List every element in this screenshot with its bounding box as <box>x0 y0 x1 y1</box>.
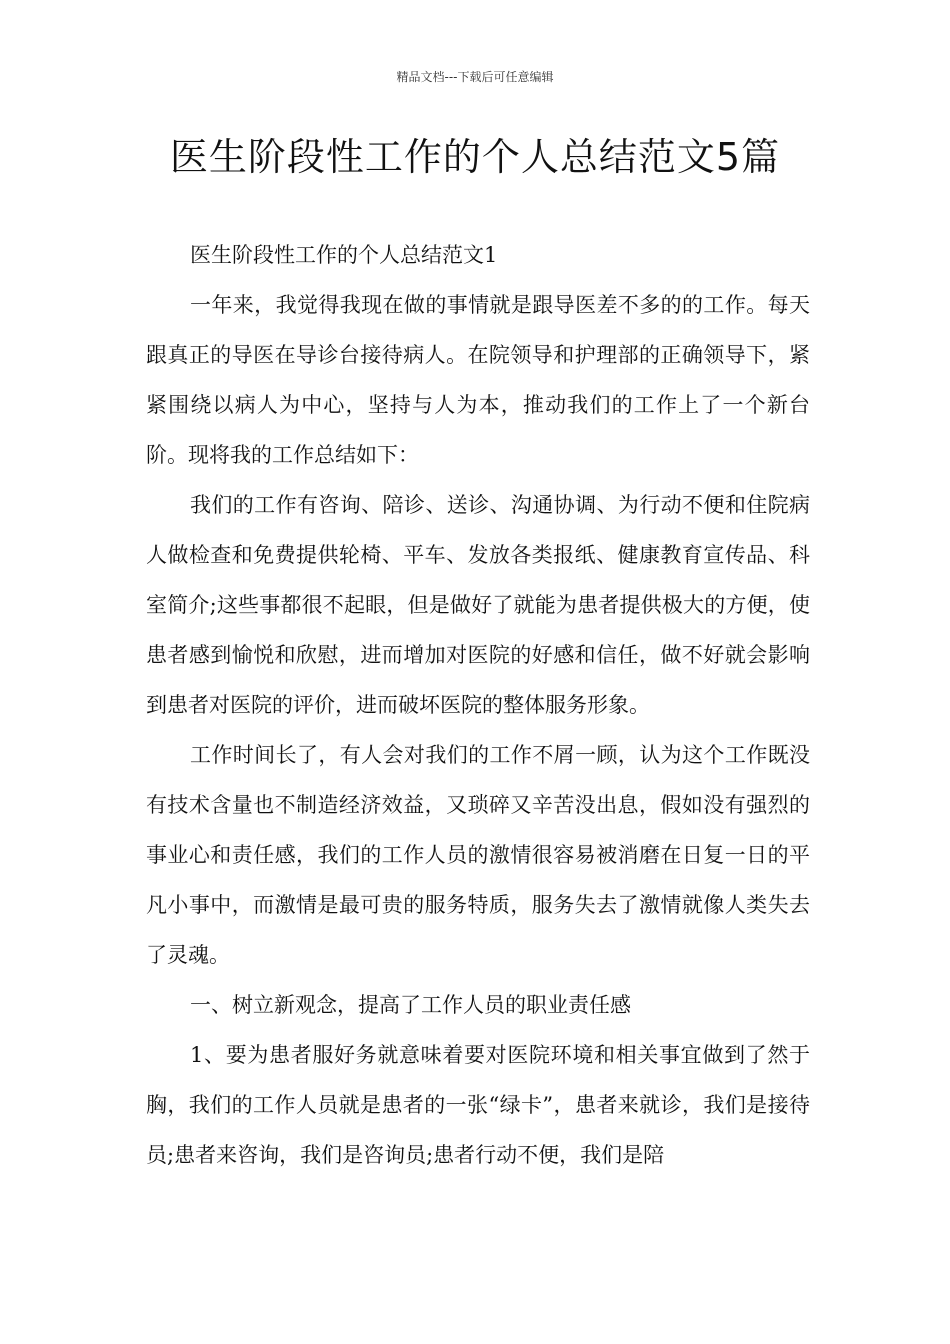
paragraph: 一年来，我觉得我现在做的事情就是跟导医差不多的的工作。每天跟真正的导医在导诊台接待病人。在院领导和护理部的正确领导下，紧紧围绕以病人为中心，坚持与人为本，推动我们的工作上了一个新台阶。现将我的工作总结如下： <box>146 293 810 467</box>
paragraph: 工作时间长了，有人会对我们的工作不屑一顾，认为这个工作既没有技术含量也不制造经济效益，又琐碎又辛苦没出息，假如没有强烈的事业心和责任感，我们的工作人员的激情很容易被消磨在日复一日的平凡小事中，而激情是最可贵的服务特质，服务失去了激情就像人类失去了灵魂。 <box>146 743 810 967</box>
paragraph: 我们的工作有咨询、陪诊、送诊、沟通协调、为行动不便和住院病人做检查和免费提供轮椅、平车、发放各类报纸、健康教育宣传品、科室简介;这些事都很不起眼，但是做好了就能为患者提供极大的方便，使患者感到愉悦和欣慰，进而增加对医院的好感和信任，做不好就会影响到患者对医院的评价，进而破坏医院的整体服务形象。 <box>146 493 810 717</box>
document-body <box>146 230 810 1180</box>
document-title: 医生阶段性工作的个人总结范文5篇 <box>169 135 781 179</box>
paragraph: 1、要为患者服好务就意味着要对医院环境和相关事宜做到了然于胸，我们的工作人员就是患者的一张“绿卡”，患者来就诊，我们是接待员;患者来咨询，我们是咨询员;患者行动不便，我们是陪 <box>146 1043 810 1167</box>
section-heading: 医生阶段性工作的个人总结范文1 <box>190 243 498 267</box>
header-note: 精品文档---下载后可任意编辑 <box>396 70 554 84</box>
subsection-heading: 一、树立新观念，提高了工作人员的职业责任感 <box>190 993 631 1017</box>
